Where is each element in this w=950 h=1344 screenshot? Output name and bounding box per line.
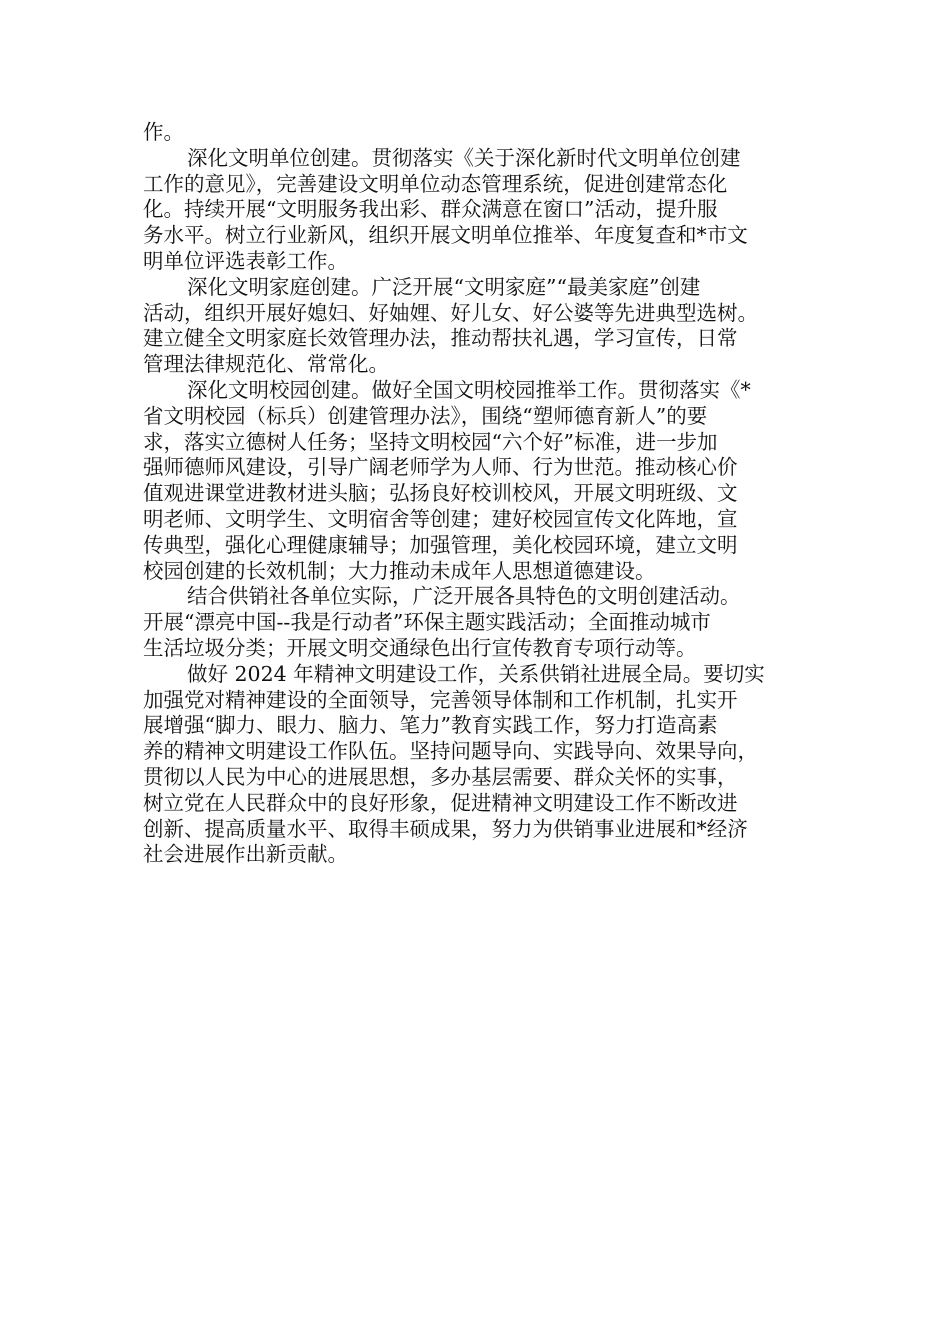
text-line: 深化文明家庭创建。广泛开展“文明家庭”“最美家庭”创建 [187, 274, 701, 299]
text-line: 活动，组织开展好媳妇、好妯娌、好儿女、好公婆等先进典型选树。 [143, 300, 758, 325]
text-line: 树立党在人民群众中的良好形象，促进精神文明建设工作不断改进 [143, 790, 738, 815]
text-line: 管理法律规范化、常常化。 [143, 352, 389, 377]
text-line: 传典型，强化心理健康辅导；加强管理，美化校园环境，建立文明 [143, 532, 738, 557]
text-line: 化。持续开展“文明服务我出彩、群众满意在窗口”活动，提升服 [143, 197, 718, 222]
text-line: 深化文明校园创建。做好全国文明校园推举工作。贯彻落实《* [187, 377, 751, 402]
text-line: 贯彻以人民为中心的进展思想，多办基层需要、群众关怀的实事， [143, 764, 738, 789]
text-line: 明单位评选表彰工作。 [143, 248, 348, 273]
text-line: 加强党对精神建设的全面领导，完善领导体制和工作机制，扎实开 [143, 687, 738, 712]
body-text [143, 120, 807, 868]
text-line: 强师德师风建设，引导广阔老师学为人师、行为世范。推动核心价 [143, 455, 738, 480]
text-line: 养的精神文明建设工作队伍。坚持问题导向、实践导向、效果导向， [143, 739, 758, 764]
text-line: 明老师、文明学生、文明宿舍等创建；建好校园宣传文化阵地，宣 [143, 506, 738, 531]
text-line: 结合供销社各单位实际，广泛开展各具特色的文明创建活动。 [187, 584, 741, 609]
text-line: 工作的意见》，完善建设文明单位动态管理系统，促进创建常态化 [143, 171, 728, 196]
text-line: 社会进展作出新贡献。 [143, 842, 348, 867]
text-line: 作。 [143, 120, 184, 144]
text-line: 做好 2024 年精神文明建设工作，关系供销社进展全局。要切实 [187, 661, 765, 686]
text-line: 深化文明单位创建。贯彻落实《关于深化新时代文明单位创建 [187, 145, 741, 170]
text-line: 校园创建的长效机制；大力推动未成年人思想道德建设。 [143, 558, 656, 583]
text-line: 求，落实立德树人任务；坚持文明校园“六个好”标准，进一步加 [143, 429, 718, 454]
text-line: 建立健全文明家庭长效管理办法，推动帮扶礼遇，学习宣传，日常 [143, 326, 738, 351]
text-line: 生活垃圾分类；开展文明交通绿色出行宣传教育专项行动等。 [143, 635, 697, 660]
text-line: 值观进课堂进教材进头脑；弘扬良好校训校风，开展文明班级、文 [143, 481, 738, 506]
text-line: 创新、提高质量水平、取得丰硕成果，努力为供销事业进展和*经济 [143, 816, 748, 841]
text-line: 开展“漂亮中国--我是行动者”环保主题实践活动；全面推动城市 [143, 610, 711, 635]
text-line: 展增强“脚力、眼力、脑力、笔力”教育实践工作，努力打造高素 [143, 713, 718, 738]
text-line: 务水平。树立行业新风，组织开展文明单位推举、年度复查和*市文 [143, 223, 748, 248]
text-line: 省文明校园（标兵）创建管理办法》，围绕“塑师德育新人”的要 [143, 403, 708, 428]
